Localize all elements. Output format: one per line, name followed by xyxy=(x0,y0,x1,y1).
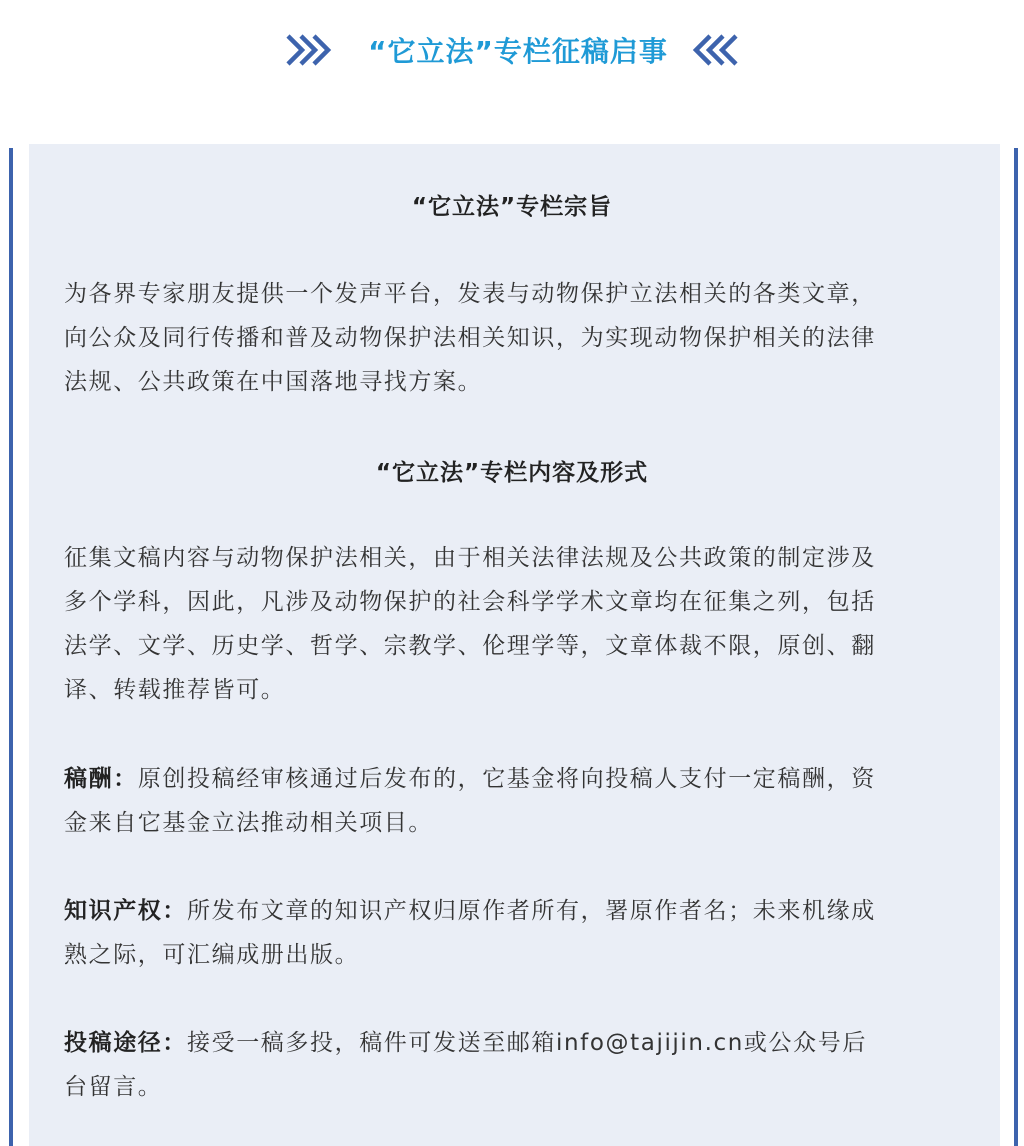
submission-label: 投稿途径： xyxy=(64,1030,187,1056)
submission-text: 接受一稿多投，稿件可发送至邮箱info@tajijin.cn或公众号后 xyxy=(187,1030,867,1056)
purpose-paragraph xyxy=(64,272,964,404)
content-form-line: 译、转载推荐皆可。 xyxy=(64,677,286,703)
page-title: “它立法”专栏征稿启事 xyxy=(368,35,668,68)
purpose-line: 法规、公共政策在中国落地寻找方案。 xyxy=(64,369,483,395)
ip-text: 所发布文章的知识产权归原作者所有，署原作者名；未来机缘成 xyxy=(187,898,876,924)
ip-line-1 xyxy=(64,889,964,933)
content-form-title: “它立法”专栏内容及形式 xyxy=(375,460,649,486)
purpose-line: 向公众及同行传播和普及动物保护法相关知识，为实现动物保护相关的法律 xyxy=(64,325,876,351)
chevrons-left-icon xyxy=(690,32,740,68)
page-header xyxy=(0,26,1024,74)
remuneration-label: 稿酬： xyxy=(64,766,138,792)
ip-paragraph xyxy=(64,889,964,977)
remuneration-paragraph xyxy=(64,757,964,845)
content-form-paragraph xyxy=(64,536,964,712)
left-border-bar xyxy=(9,148,13,1146)
purpose-line: 为各界专家朋友提供一个发声平台，发表与动物保护立法相关的各类文章， xyxy=(64,281,876,307)
content-form-line: 多个学科，因此，凡涉及动物保护的社会科学学术文章均在征集之列，包括 xyxy=(64,589,876,615)
purpose-title: “它立法”专栏宗旨 xyxy=(411,194,613,220)
submission-line-2: 台留言。 xyxy=(64,1074,163,1100)
right-border-bar xyxy=(1014,148,1018,1146)
submission-line-1 xyxy=(64,1021,964,1065)
submission-paragraph xyxy=(64,1021,964,1109)
content-form-line: 法学、文学、历史学、哲学、宗教学、伦理学等，文章体裁不限，原创、翻 xyxy=(64,633,876,659)
content-form-line: 征集文稿内容与动物保护法相关，由于相关法律法规及公共政策的制定涉及 xyxy=(64,545,876,571)
remuneration-text: 原创投稿经审核通过后发布的，它基金将向投稿人支付一定稿酬，资 xyxy=(137,766,876,792)
remuneration-line-2: 金来自它基金立法推动相关项目。 xyxy=(64,810,433,836)
ip-line-2: 熟之际，可汇编成册出版。 xyxy=(64,942,360,968)
chevrons-right-icon xyxy=(284,32,334,68)
ip-label: 知识产权： xyxy=(64,898,187,924)
remuneration-line-1 xyxy=(64,757,964,801)
